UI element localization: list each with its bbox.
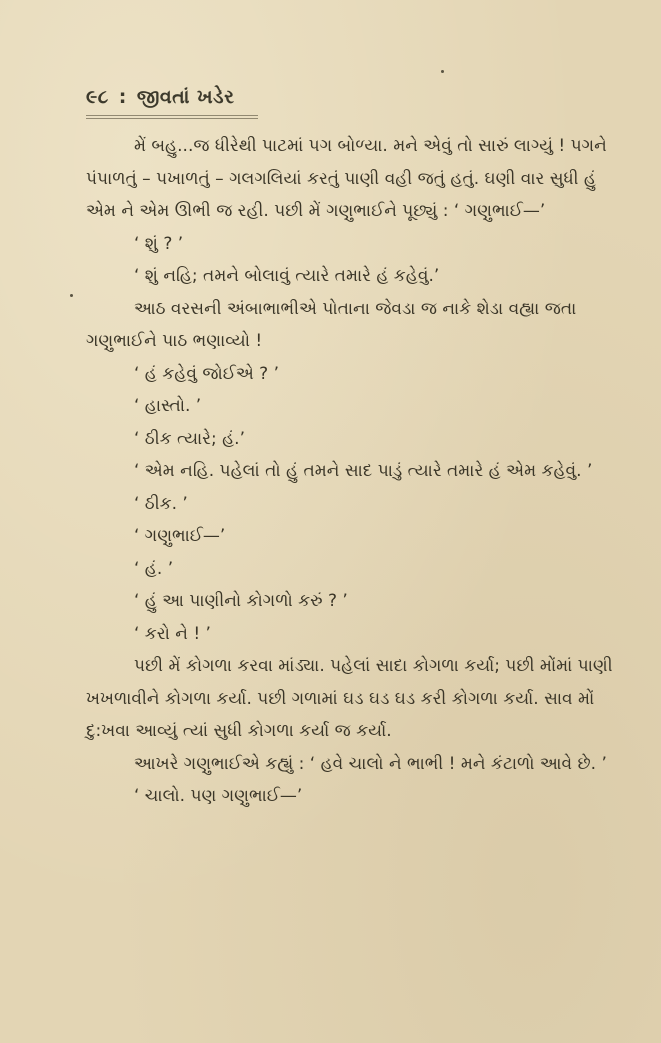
paragraph: ‘ હં. ’	[134, 558, 174, 579]
header-separator: :	[118, 86, 127, 108]
paragraph: ‘ ઠીક. ’	[134, 493, 188, 514]
header-rule	[86, 115, 258, 119]
paragraph: ‘ હં કહેવું જોઈએ ? ’	[134, 363, 280, 384]
paragraph: આખરે ગણુભાઈએ કહ્યું : ‘ હવે ચાલો ને ભાભી ! મને કંટાળો આવે છે. ’	[134, 753, 607, 774]
running-header	[86, 86, 234, 108]
paragraph: ‘ શું નહિ; તમને બોલાવું ત્યારે તમારે હં કહેવું.’	[134, 266, 440, 286]
paragraph: આઠ વરસની અંબાભાભીએ પોતાના જેવડા જ નાકે શેડા વહ્યા જતા ગણુભાઈને પાઠ ભણાવ્યો !	[86, 298, 577, 351]
paragraph: ‘ એમ નહિ. પહેલાં તો હું તમને સાદ પાડું ત્યારે તમારે હં એમ કહેવું. ’	[134, 461, 593, 481]
paragraph: ‘ હાસ્તો. ’	[134, 396, 202, 416]
paragraph: ‘ શું ? ’	[134, 233, 184, 254]
paragraph: ‘ કરો ને ! ’	[134, 623, 211, 644]
paragraph: ‘ ચાલો. પણ ગણુભાઈ—’	[134, 786, 303, 806]
page-number: ૯૮	[86, 86, 109, 108]
paragraph: પછી મેં કોગળા કરવા માંડ્યા. પહેલાં સાદા કોગળા કર્યા; પછી મોંમાં પાણી ખખળાવીને કોગળા કર્યા. પછી ગળામાં ઘડ ઘડ ઘડ કરી કોગળા કર્યા. સાવ મોં દુ:ખવા આવ્યું ત્યાં સુધી કોગળા કર્યા જ કર્યા.	[86, 656, 613, 741]
body-text	[86, 130, 626, 813]
paragraph: ‘ હું આ પાણીનો કોગળો કરું ? ’	[134, 591, 348, 611]
print-speck	[70, 294, 73, 297]
paragraph: મેં બહુ...જ ધીરેથી પાટમાં પગ બોળ્યા. મને એવું તો સારું લાગ્યું ! પગને પંપાળતું – પખાળતું – ગલગલિયાં કરતું પાણી વહી જતું હતું. ઘણી વાર સુધી હું એમ ને એમ ઊભી જ રહી. પછી મેં ગણુભાઈને પૂછ્યું : ‘ ગણુભાઈ—’	[86, 136, 607, 221]
book-title: જીવતાં ખડેર	[136, 86, 235, 108]
paragraph: ‘ ઠીક ત્યારે; હં.’	[134, 428, 245, 449]
paragraph: ‘ ગણુભાઈ—’	[134, 526, 226, 546]
print-speck	[441, 70, 444, 73]
